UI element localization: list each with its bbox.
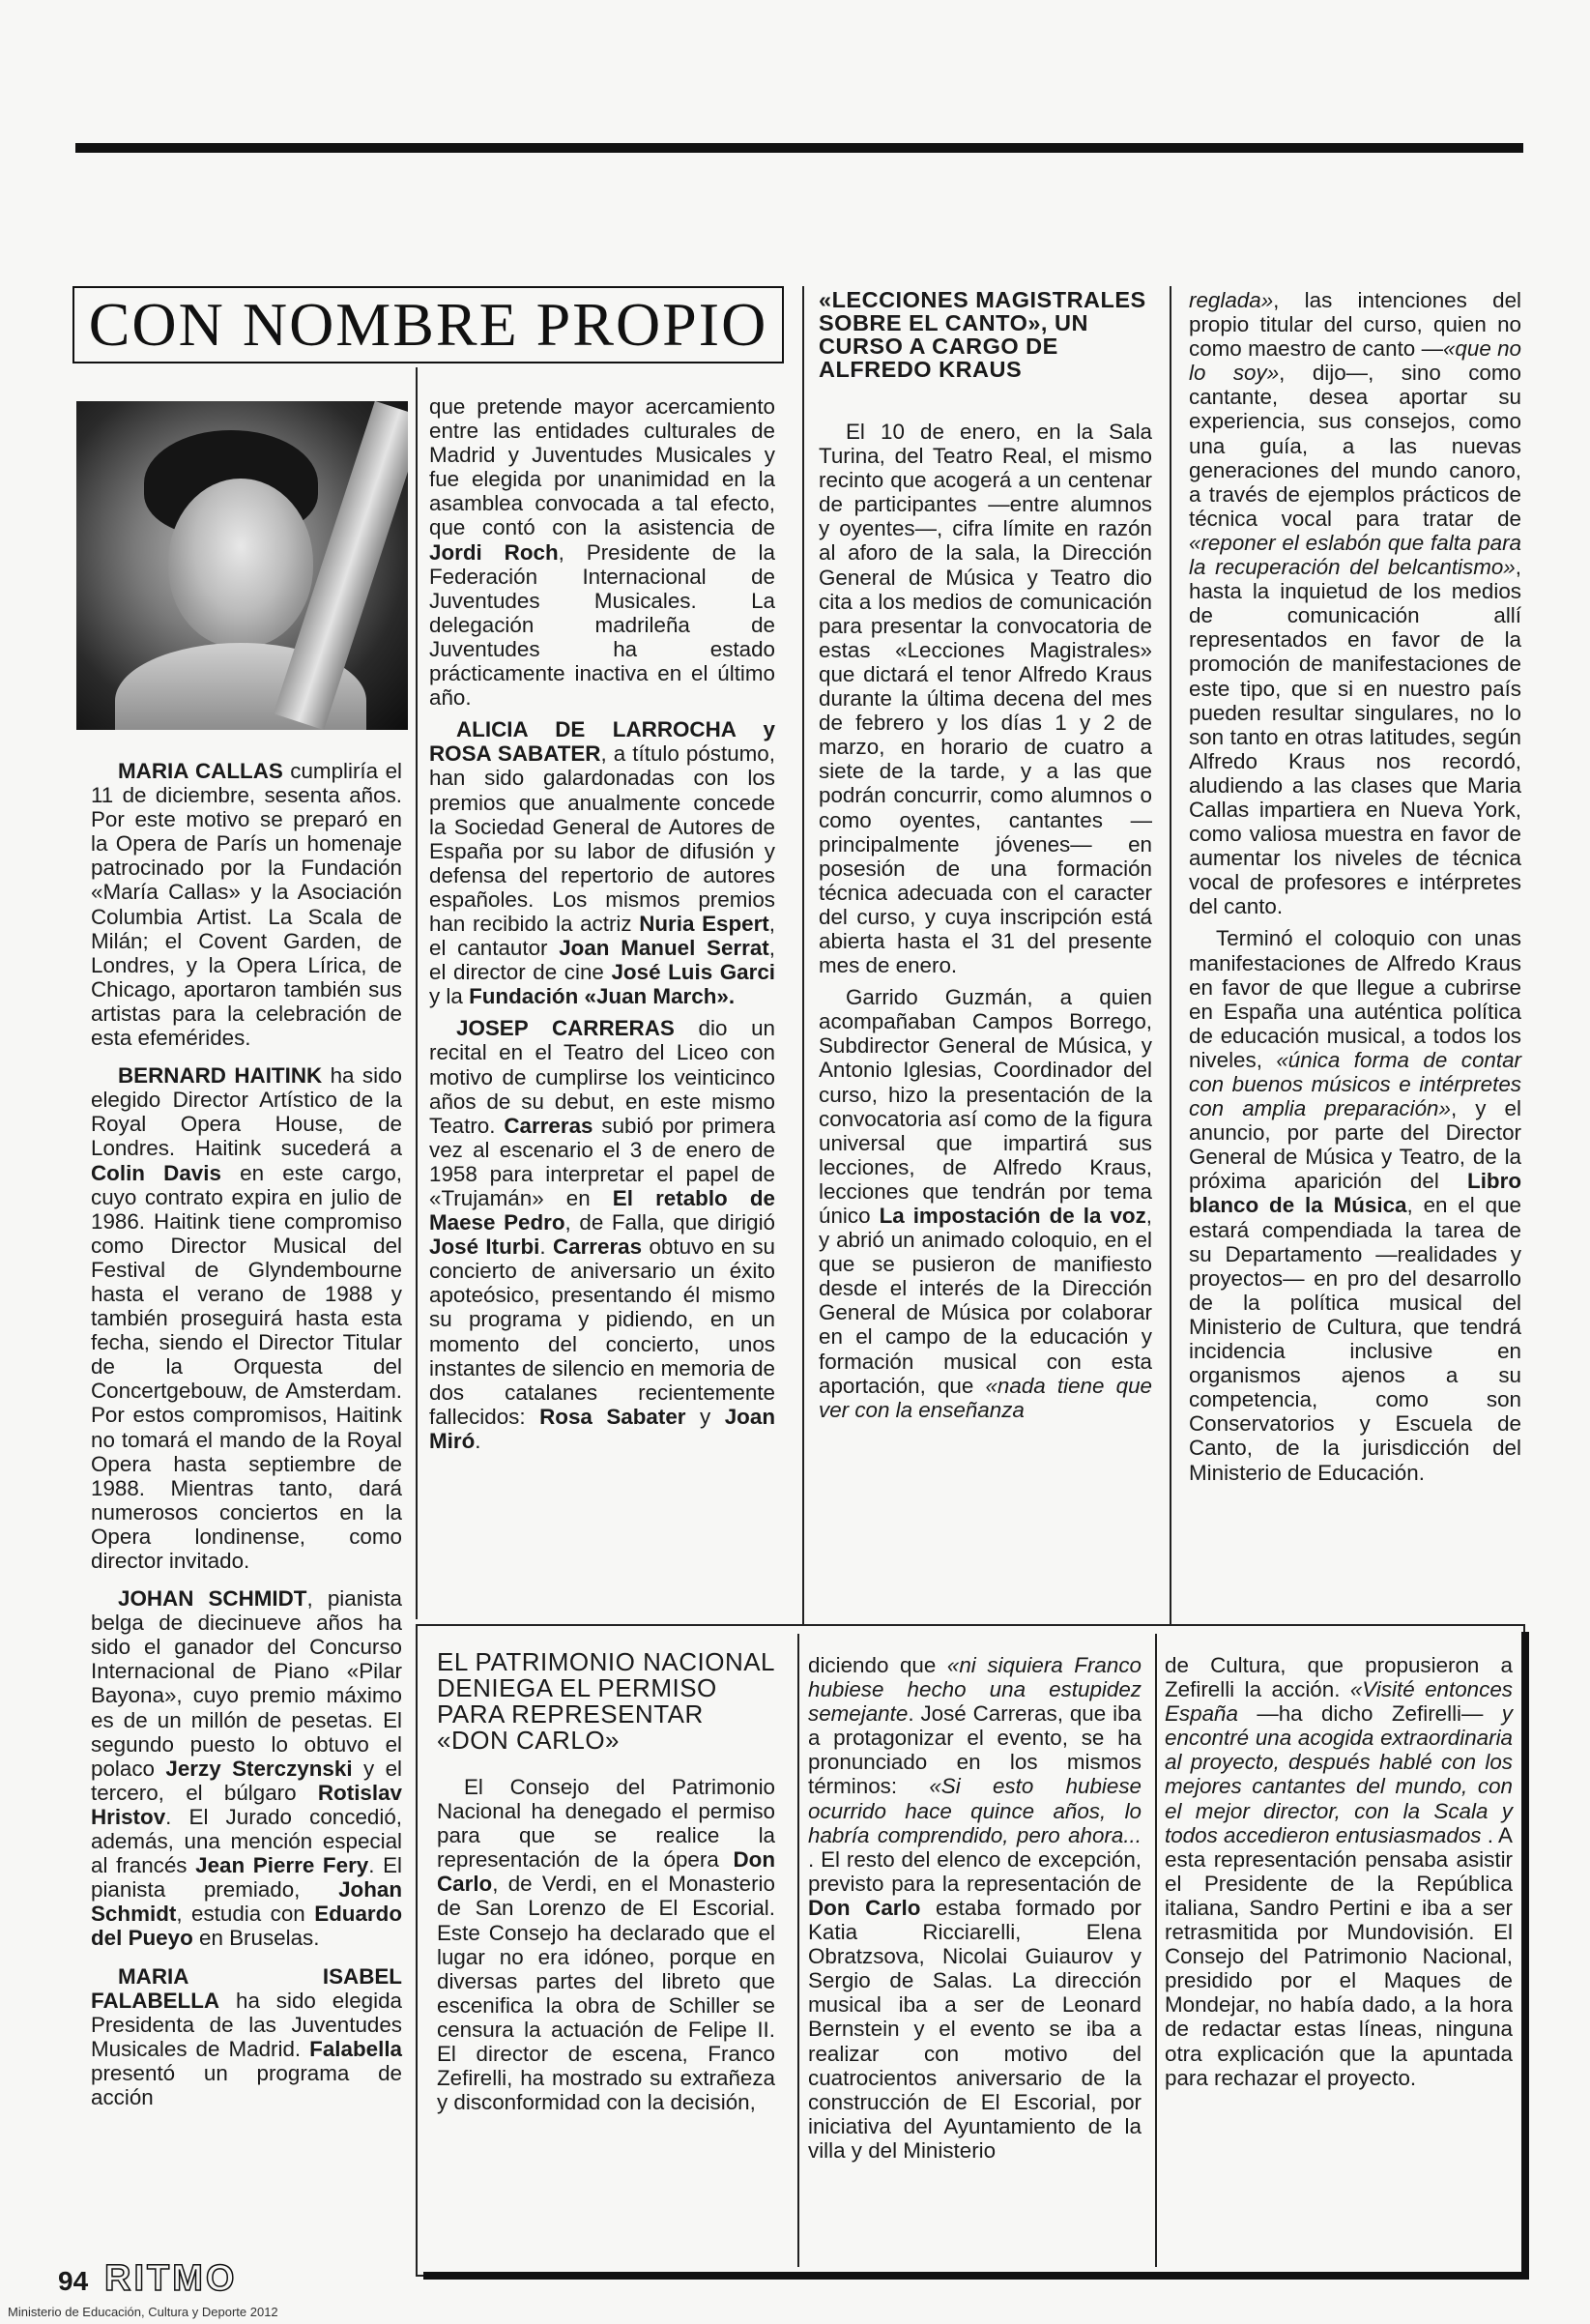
paragraph-falabella: MARIA ISABEL FALABELLA ha sido elegida Presidenta de las Juventudes Musicales de Madrid. Falabella presentó un programa de acción: [91, 1963, 402, 2109]
ritmo-logo: RITMO: [104, 2258, 238, 2299]
box-shadow-right: [1521, 1632, 1529, 2280]
column-divider-1: [416, 367, 418, 1619]
column-divider-2: [802, 286, 804, 1624]
paragraph-kraus-1: El 10 de enero, en la Sala Turina, del Teatro Real, el mismo recinto que acogerá a un centenar de participantes —entre alumnos y oyentes—, cifra límite en razón al aforo de la sala, la Dirección General de Música y Teatro dio cita a los medios de comunicación para presentar la convocatoria de estas «Lecciones Magistrales» que dictará el tenor Alfredo Kraus durante la última decena del mes de febrero y los días 1 y 2 de marzo, en horario de cuatro a siete de la tarde, y a las que podrán concurrir, como alumnos o como oyentes, cantantes —principalmente jóvenes— en posesión de una formación técnica adecuada con el caracter del curso, y cuya inscripción está abierta hasta el 31 del presente mes de enero.: [819, 420, 1152, 978]
column-1: [91, 759, 402, 2117]
paragraph-falabella-cont: que pretende mayor acercamiento entre las entidades culturales de Madrid y Juventudes Musicales y fue elegida por unanimidad en la asamblea convocada a tal efecto, que contó con la asistencia de Jordi Roch, Presidente de la Federación Internacional de Juventudes Musicales. La delegación madrileña de Juventudes ha estado prácticamente inactiva en el último año.: [429, 394, 775, 711]
box-shadow-bottom: [423, 2272, 1529, 2280]
column-3: [819, 288, 1152, 1430]
paragraph-kraus-4: Terminó el coloquio con unas manifestaciones de Alfredo Kraus en favor de que llegue a cubrirse en España una auténtica política de educación musical, a todos los niveles, «única forma de contar con buenos músicos e intérpretes con amplia preparación», y el anuncio, por parte del Director General de Música y Teatro, de la próxima aparición del Libro blanco de la Música, en el que estará compendiada la tarea de su Departamento —realidades y proyectos— en pro del desarrollo de la política musical del Ministerio de Cultura, que tendrá incidencia inclusive en organismos ajenos a su competencia, como son Conservatorios y Escuela de Canto, de la jurisdicción del Ministerio de Educación.: [1189, 926, 1522, 1485]
paragraph-larrocha: ALICIA DE LARROCHA y ROSA SABATER, a título póstumo, han sido galardonadas con los premios que anualmente concede la Sociedad General de Autores de España por su labor de difusión y defensa del repertorio de autores españoles. Los mismos premios han recibido la actriz Nuria Espert, el cantautor Joan Manuel Serrat, el director de cine José Luis Garci y la Fundación «Juan March».: [429, 717, 776, 1009]
column-2: [429, 394, 775, 1461]
don-carlo-heading: EL PATRIMONIO NACIONAL DENIEGA EL PERMISO PARA REPRESENTAR «DON CARLO»: [437, 1647, 775, 1755]
box-column-3: [1165, 1653, 1513, 2098]
box-paragraph-2: diciendo que «ni siquiera Franco hubiese hecho una estupidez semejante. José Carreras, que iba a protagonizar el evento, se ha pronunciado en los mismos términos: «Si esto hubiese ocurrido hace quince años, lo habría comprendido, pero ahora... . El resto del elenco de excepción, previsto para la representación de Don Carlo estaba formado por Katia Ricciarelli, Elena Obratzsova, Nicolai Guiaurov y Sergio de Salas. La dirección musical iba a ser de Leonard Bernstein y el evento se iba a realizar con motivo del cuatrocientos aniversario de la construcción de El Escorial, por iniciativa del Ayuntamiento de la villa y del Ministerio: [808, 1653, 1142, 2163]
box-divider-1: [797, 1634, 799, 2267]
column-divider-3: [1170, 286, 1171, 1624]
maria-callas-photo: [76, 401, 408, 730]
box-column-2: [808, 1653, 1142, 2170]
paragraph-kraus-3: reglada», las intenciones del propio titular del curso, quien no como maestro de canto —«que no lo soy», dijo—, sino como cantante, desea aportar su experiencia, sus consejos, como una guía, a las nuevas generaciones del mundo canoro, a través de ejemplos prácticos de técnica vocal para tratar de «reponer el eslabón que falta para la recuperación del belcantismo», hasta la inquietud de los medios de comunicación allí representados en favor de la promoción de manifestaciones de este tipo, que si en nuestro país pueden resultar singulares, no lo son tanto en otras latitudes, según Alfredo Kraus nos recordó, aludiendo a las clases que Maria Callas impartiera en Nueva York, como valiosa muestra en favor de aumentar los niveles de técnica vocal de profesores e intérpretes del canto.: [1189, 288, 1521, 919]
box-paragraph-1: El Consejo del Patrimonio Nacional ha denegado el permiso para que se realice la representación de la ópera Don Carlo, de Verdi, en el Monasterio de San Lorenzo de El Escorial. Este Consejo ha declarado que el lugar no era idóneo, porque en diversas partes del libreto que escenifica la obra de Schiller se censura la actuación de Felipe II. El director de escena, Franco Zefirelli, ha mostrado su extrañeza y disconformidad con la decisión,: [437, 1775, 775, 2115]
paragraph-carreras: JOSEP CARRERAS dio un recital en el Teatro del Liceo con motivo de cumplirse los veinticinco años de su debut, en este mismo Teatro. Carreras subió por primera vez al escenario el 3 de enero de 1958 para interpretar el papel de «Trujamán» en El retablo de Maese Pedro, de Falla, que dirigió José Iturbi. Carreras obtuvo en su concierto de aniversario un éxito apoteósico, presentando él mismo su programa y pidiendo, en un momento del concierto, unos instantes de silencio en memoria de dos catalanes recientemente fallecidos: Rosa Sabater y Joan Miró.: [429, 1016, 776, 1453]
paragraph-callas: MARIA CALLAS cumpliría el 11 de diciembre, sesenta años. Por este motivo se preparó en la Opera de París un homenaje patrocinado por la Fundación «María Callas» y la Asociación Columbia Artist. La Scala de Milán; el Covent Garden, de Londres, y la Opera Lírica, de Chicago, aportaron también sus artistas para la celebración de esta efemérides.: [91, 759, 402, 1051]
paragraph-haitink: BERNARD HAITINK ha sido elegido Director Artístico de la Royal Opera House, de Londres. Haitink sucederá a Colin Davis en este cargo, cuyo contrato expira en julio de 1986. Haitink tiene compromiso como Director Musical del Festival de Glyndembourne hasta el verano de 1988 y también proseguirá hasta esta fecha, siendo el Director Titular de la Orquesta del Concertgebouw, de Amsterdam. Por estos compromisos, Haitink no tomará el mando de la Royal Opera hasta septiembre de 1988. Mientras tanto, dará numerosos conciertos en la Opera londinense, como director invitado.: [91, 1063, 402, 1573]
kraus-heading: «LECCIONES MAGISTRALES SOBRE EL CANTO», UN CURSO A CARGO DE ALFREDO KRAUS: [819, 287, 1146, 382]
section-title: CON NOMBRE PROPIO: [88, 290, 768, 359]
column-4: [1189, 288, 1521, 1493]
credit-line: Ministerio de Educación, Cultura y Deporte 2012: [8, 2305, 278, 2319]
section-title-box: [72, 286, 784, 363]
paragraph-kraus-2: Garrido Guzmán, a quien acompañaban Campos Borrego, Subdirector General de Música, y Antonio Iglesias, Coordinador del curso, hizo la presentación de la convocatoria así como de la figura universal que impartirá sus lecciones, de Alfredo Kraus, lecciones que tendrán por tema único La impostación de la voz, y abrió un animado coloquio, en el que se pusieron de manifiesto desde el interés de la Dirección General de Música por colaborar en el campo de la educación y formación musical con esta aportación, que «nada tiene que ver con la enseñanza: [819, 985, 1153, 1422]
top-rule: [75, 143, 1523, 153]
box-column-1: [437, 1649, 775, 2122]
page-number: 94: [58, 2266, 89, 2296]
paragraph-schmidt: JOHAN SCHMIDT, pianista belga de diecinueve años ha sido el ganador del Concurso Internacional de Piano «Pilar Bayona», cuyo premio máximo es de un millón de pesetas. El segundo puesto lo obtuvo el polaco Jerzy Sterczynski y el tercero, el búlgaro Rotislav Hristov. El Jurado concedió, además, una mención especial al francés Jean Pierre Fery. El pianista premiado, Johan Schmidt, estudia con Eduardo del Pueyo en Bruselas.: [91, 1586, 403, 1951]
box-paragraph-3: de Cultura, que propusieron a Zefirelli la acción. «Visité entonces España —ha dicho Zefirelli— y encontré una acogida extraordinaria al proyecto, después hablé con los mejores cantantes del mundo, con el mejor director, con la Scala y todos accedieron entusiasmados . A esta representación pensaba asistir el Presidente de la República italiana, Sandro Pertini e iba a ser retrasmitida por Mundovisión. El Consejo del Patrimonio Nacional, presidido por el Maques de Mondejar, no había dado, a la hora de redactar estas líneas, ninguna otra explicación que la apuntada para rechazar el proyecto.: [1165, 1653, 1513, 2090]
box-divider-2: [1155, 1634, 1157, 2267]
